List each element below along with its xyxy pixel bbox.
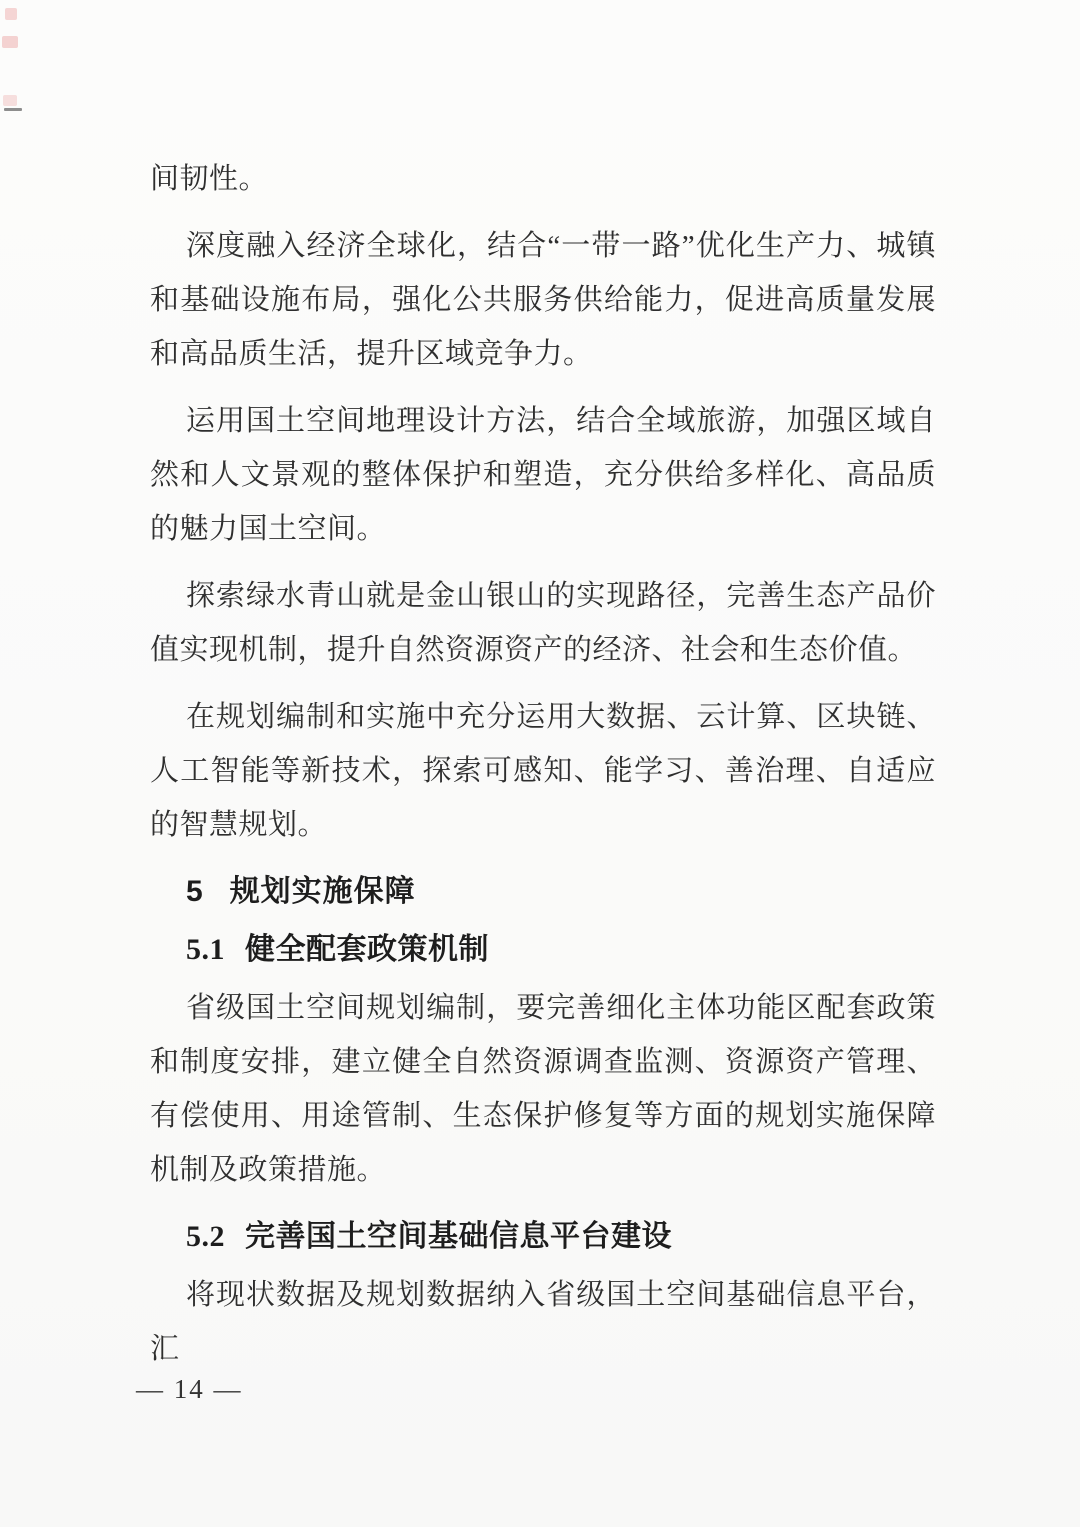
section-title: 完善国土空间基础信息平台建设 [245, 1220, 672, 1253]
section-heading-5-1 [150, 923, 936, 977]
paragraph-partial: 将现状数据及规划数据纳入省级国土空间基础信息平台，汇 [150, 1279, 936, 1365]
paragraph: 在规划编制和实施中充分运用大数据、云计算、区块链、人工智能等新技术，探索可感知、能学习、善治理、自适应的智慧规划。 [150, 701, 936, 841]
paragraph: 探索绿水青山就是金山银山的实现路径，完善生态产品价值实现机制，提升自然资源资产的经济、社会和生态价值。 [150, 580, 936, 666]
scan-artifact-red-mark [3, 95, 17, 106]
section-number: 5.1 [186, 933, 225, 966]
paragraph: 运用国土空间地理设计方法，结合全域旅游，加强区域自然和人文景观的整体保护和塑造，充分供给多样化、高品质的魅力国土空间。 [150, 405, 936, 545]
section-heading-5 [150, 865, 936, 919]
section-number: 5.2 [186, 1220, 225, 1253]
section-title: 健全配套政策机制 [245, 933, 489, 966]
document-body [150, 152, 936, 1389]
section-number: 5 [186, 875, 204, 908]
paragraph: 深度融入经济全球化，结合“一带一路”优化生产力、城镇和基础设施布局，强化公共服务供给能力，促进高质量发展和高品质生活，提升区域竞争力。 [150, 230, 936, 370]
paragraph-continuation: 间韧性。 [150, 163, 269, 195]
section-title: 规划实施保障 [229, 875, 416, 908]
scan-artifact-red-mark [2, 36, 18, 48]
paragraph: 省级国土空间规划编制，要完善细化主体功能区配套政策和制度安排，建立健全自然资源调查监测、资源资产管理、有偿使用、用途管制、生态保护修复等方面的规划实施保障机制及政策措施。 [150, 992, 936, 1186]
scan-artifact-dash [4, 108, 22, 111]
section-heading-5-2 [150, 1210, 936, 1264]
page-number-footer: — 14 — [136, 1374, 243, 1404]
scan-artifact-red-mark [5, 8, 17, 20]
